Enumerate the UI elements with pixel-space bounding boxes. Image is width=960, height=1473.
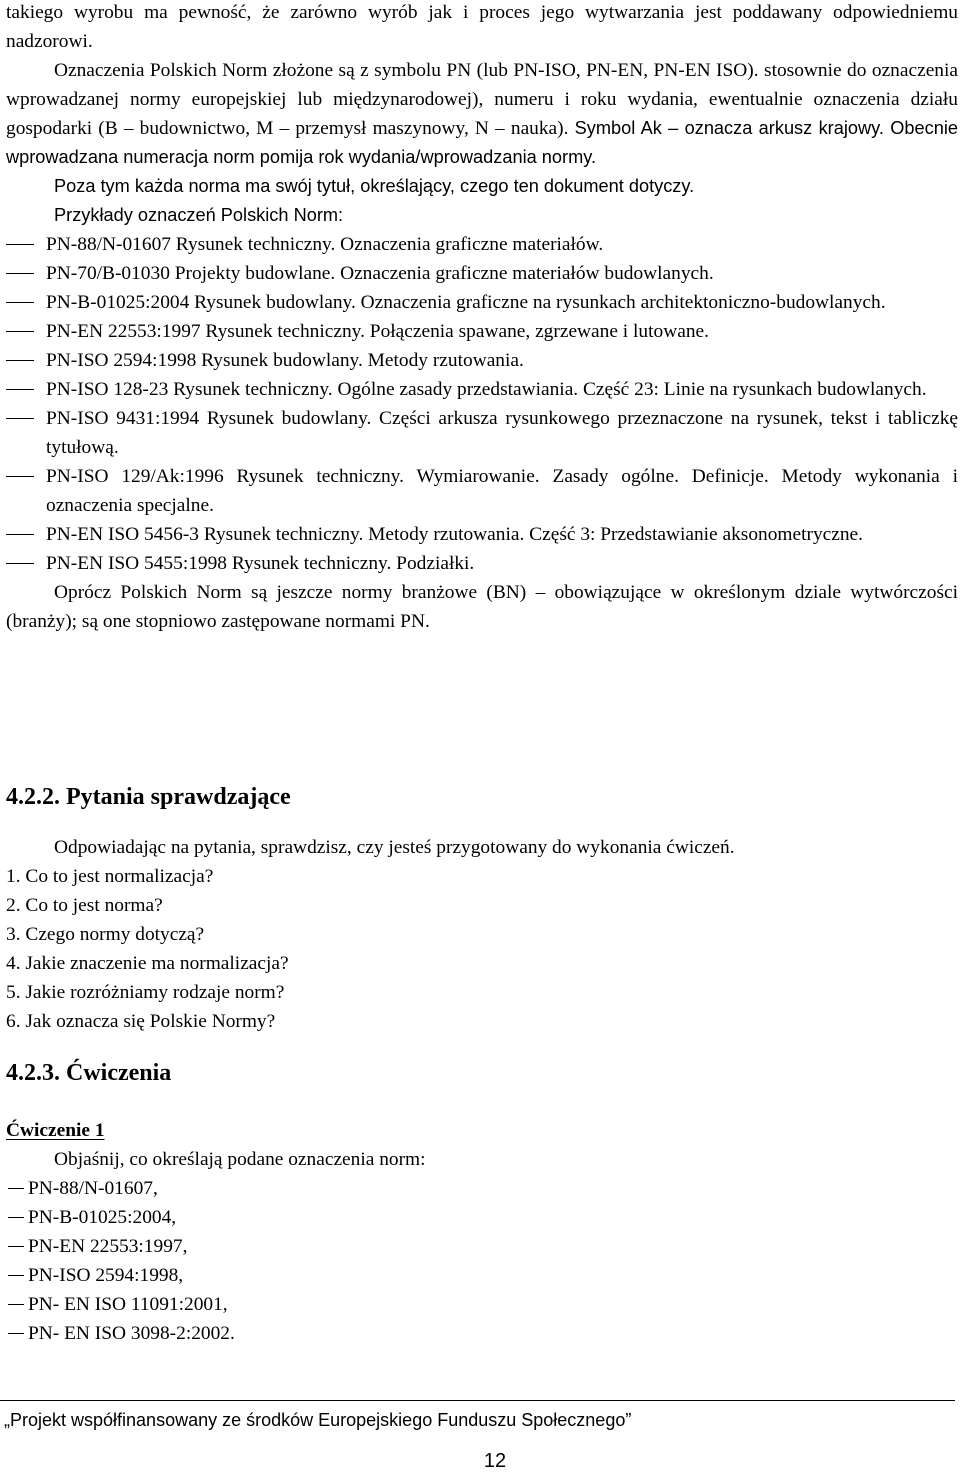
dash-bullet bbox=[8, 1304, 24, 1305]
questions-intro: Odpowiadając na pytania, sprawdzisz, czy jesteś przygotowany do wykonania ćwiczeń. bbox=[54, 837, 735, 858]
dash-bullet bbox=[8, 1333, 24, 1334]
dash-bullet bbox=[6, 563, 34, 564]
list-item: PN-ISO 128-23 Rysunek techniczny. Ogólne zasady przedstawiania. Część 23: Linie na rysunkach budowlanych. bbox=[6, 375, 958, 404]
intro-block bbox=[6, 0, 958, 636]
dash-bullet bbox=[8, 1275, 24, 1276]
questions-list bbox=[6, 862, 958, 1036]
footer-divider bbox=[0, 1400, 955, 1401]
list-item: PN-EN ISO 5455:1998 Rysunek techniczny. Podziałki. bbox=[6, 549, 958, 578]
intro-line: takiego wyrobu ma pewność, że zarówno wyrób jak i proces jego wytwarzania jest poddawany odpowiedniemu nadzorowi. bbox=[6, 2, 958, 52]
list-item: PN-88/N-01607 Rysunek techniczny. Oznaczenia graficzne materiałów. bbox=[6, 230, 958, 259]
list-item: 2. Co to jest norma? bbox=[6, 895, 163, 916]
dash-bullet bbox=[6, 389, 34, 390]
list-item: 4. Jakie znaczenie ma normalizacja? bbox=[6, 953, 289, 974]
dash-bullet bbox=[6, 244, 34, 245]
section-heading: 4.2.3. Ćwiczenia bbox=[6, 1060, 172, 1086]
exercise-title: Ćwiczenie 1 bbox=[6, 1120, 105, 1141]
symbol-ak-text: Symbol Ak – oznacza arkusz krajowy. Obecnie wprowadzana numeracja norm pomija rok wydania/wprowadzania normy. bbox=[6, 118, 959, 167]
title-paragraph: Poza tym każda norma ma swój tytuł, określający, czego ten dokument dotyczy. bbox=[54, 176, 695, 196]
page-number: 12 bbox=[483, 1450, 507, 1472]
examples-intro: Przykłady oznaczeń Polskich Norm: bbox=[54, 205, 344, 225]
list-item: PN-ISO 129/Ak:1996 Rysunek techniczny. Wymiarowanie. Zasady ogólne. Definicje. Metody wykonania i oznaczenia specjalne. bbox=[6, 462, 958, 520]
section-4-2-3 bbox=[6, 1058, 958, 1348]
list-item: PN-B-01025:2004 Rysunek budowlany. Oznaczenia graficzne na rysunkach architektoniczno-budowlanych. bbox=[6, 288, 958, 317]
list-item: PN-ISO 9431:1994 Rysunek budowlany. Części arkusza rysunkowego przeznaczone na rysunek, tekst i tabliczkę tytułową. bbox=[6, 404, 958, 462]
norm-notation-paragraph bbox=[6, 56, 958, 172]
list-item: 1. Co to jest normalizacja? bbox=[6, 866, 214, 887]
list-item: PN- EN ISO 11091:2001, bbox=[6, 1290, 958, 1319]
list-item: PN-EN ISO 5456-3 Rysunek techniczny. Metody rzutowania. Część 3: Przedstawianie aksonometryczne. bbox=[6, 520, 958, 549]
exercise-items-list bbox=[6, 1174, 958, 1348]
dash-bullet bbox=[8, 1246, 24, 1247]
dash-bullet bbox=[8, 1217, 24, 1218]
dash-bullet bbox=[6, 302, 34, 303]
list-item: PN-EN 22553:1997 Rysunek techniczny. Połączenia spawane, zgrzewane i lutowane. bbox=[6, 317, 958, 346]
branch-norms-paragraph: Oprócz Polskich Norm są jeszcze normy branżowe (BN) – obowiązujące w określonym dziale wytwórczości (branży); są one stopniowo zastępowane normami PN. bbox=[6, 582, 958, 632]
norm-examples-list bbox=[6, 230, 958, 578]
list-item: PN-ISO 2594:1998, bbox=[6, 1261, 958, 1290]
list-item: 6. Jak oznacza się Polskie Normy? bbox=[6, 1011, 276, 1032]
footer-project-text: „Projekt współfinansowany ze środków Europejskiego Funduszu Społecznego” bbox=[4, 1410, 632, 1430]
list-item: PN-88/N-01607, bbox=[6, 1174, 958, 1203]
list-item: PN-ISO 2594:1998 Rysunek budowlany. Metody rzutowania. bbox=[6, 346, 958, 375]
dash-bullet bbox=[6, 331, 34, 332]
dash-bullet bbox=[6, 534, 34, 535]
list-item: 5. Jakie rozróżniamy rodzaje norm? bbox=[6, 982, 285, 1003]
list-item: 3. Czego normy dotyczą? bbox=[6, 924, 205, 945]
norm-notation-text: Oznaczenia Polskich Norm złożone są z symbolu PN (lub PN-ISO, PN-EN, PN-EN ISO). stosownie do oznaczenia wprowadzanej normy europejskiej lub międzynarodowej), numeru i roku wydania, ewentualnie oznaczenia działu gospodarki (B – budownictwo, M – przemysł maszynowy, N – nauka). bbox=[6, 60, 958, 139]
list-item: PN-EN 22553:1997, bbox=[6, 1232, 958, 1261]
dash-bullet bbox=[6, 273, 34, 274]
dash-bullet bbox=[6, 360, 34, 361]
exercise-instruction: Objaśnij, co określają podane oznaczenia norm: bbox=[54, 1149, 426, 1170]
section-heading: 4.2.2. Pytania sprawdzające bbox=[6, 784, 291, 810]
dash-bullet bbox=[8, 1188, 24, 1189]
section-4-2-2 bbox=[6, 782, 958, 1036]
list-item: PN- EN ISO 3098-2:2002. bbox=[6, 1319, 958, 1348]
list-item: PN-70/B-01030 Projekty budowlane. Oznaczenia graficzne materiałów budowlanych. bbox=[6, 259, 958, 288]
dash-bullet bbox=[6, 418, 34, 419]
dash-bullet bbox=[6, 476, 34, 477]
list-item: PN-B-01025:2004, bbox=[6, 1203, 958, 1232]
